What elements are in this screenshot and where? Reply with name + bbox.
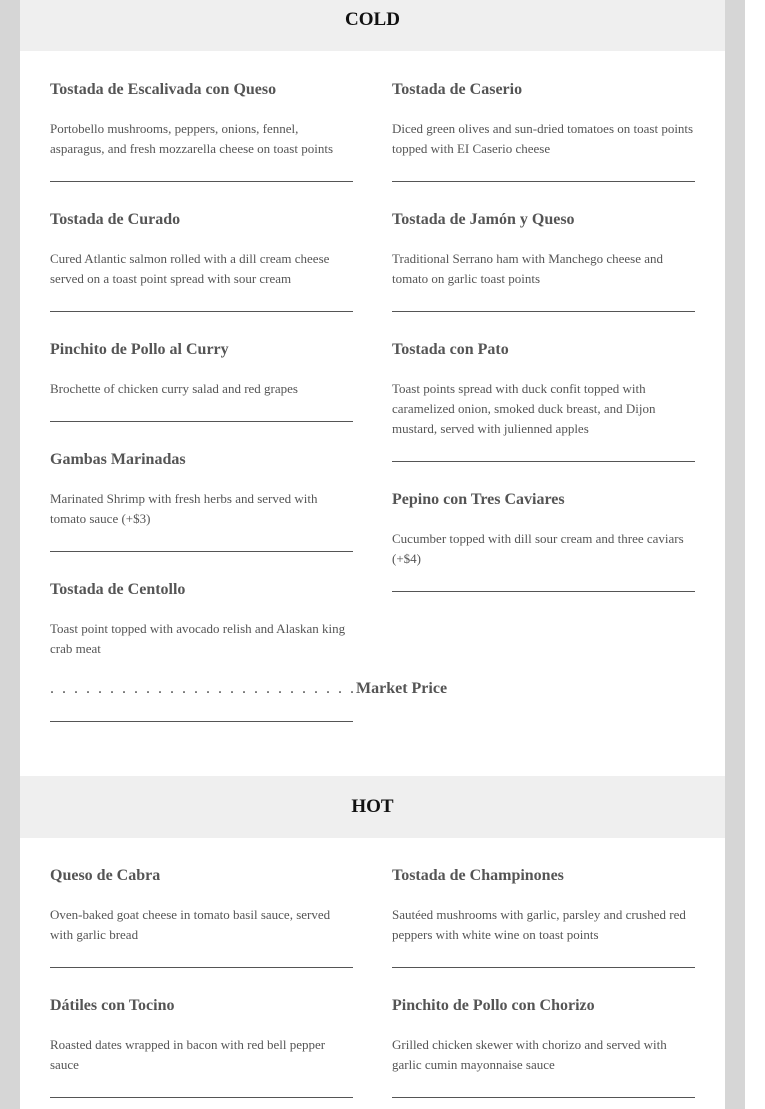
menu-item-description: Cucumber topped with dill sour cream and three caviars (+$4)	[392, 531, 684, 566]
menu-item-description: Roasted dates wrapped in bacon with red bell pepper sauce	[50, 1037, 326, 1072]
page-margin-left	[0, 0, 20, 1109]
section-title-hot: HOT	[351, 796, 394, 817]
hot-right-column	[392, 866, 695, 1098]
menu-item-name: Dátiles con Tocino	[50, 997, 175, 1014]
menu-item	[392, 968, 695, 1098]
menu-item-name: Gambas Marinadas	[50, 451, 186, 468]
menu-item	[392, 182, 695, 312]
section-title-cold: COLD	[345, 9, 400, 30]
price-amount: Market Price	[356, 680, 448, 697]
menu-item-name: Pinchito de Pollo con Chorizo	[392, 997, 595, 1014]
section-header-hot	[20, 776, 725, 838]
menu-item-description: Brochette of chicken curry salad and red grapes	[50, 381, 298, 396]
menu-item-description: Diced green olives and sun-dried tomatoes on toast points topped with EI Caserio cheese	[392, 121, 694, 156]
menu-item	[50, 422, 353, 552]
price-line	[50, 679, 448, 699]
cold-left-column	[50, 80, 448, 722]
menu-item-description: Traditional Serrano ham with Manchego cheese and tomato on garlic toast points	[392, 251, 664, 286]
menu-item-name: Tostada con Pato	[392, 341, 509, 358]
menu-item-name: Tostada de Curado	[50, 211, 181, 228]
section-header-cold	[20, 0, 725, 51]
menu-item-description: Oven-baked goat cheese in tomato basil sauce, served with garlic bread	[50, 907, 331, 942]
hot-left-column	[50, 866, 353, 1098]
menu-item-name: Tostada de Champinones	[392, 867, 564, 884]
menu-item	[392, 312, 695, 462]
menu-item-name: Tostada de Caserio	[392, 81, 523, 98]
menu-item	[50, 552, 448, 722]
menu-item-name: Tostada de Centollo	[50, 581, 186, 598]
menu-item-name: Pinchito de Pollo al Curry	[50, 341, 229, 358]
menu-item	[392, 80, 695, 182]
menu-item-name: Tostada de Jamón y Queso	[392, 211, 575, 228]
menu-item-description: Sautéed mushrooms with garlic, parsley and crushed red peppers with white wine on toast points	[392, 907, 686, 942]
menu-item-name: Queso de Cabra	[50, 867, 161, 884]
menu-item	[392, 462, 695, 592]
menu-item-description: Portobello mushrooms, peppers, onions, fennel, asparagus, and fresh mozzarella cheese on toast points	[50, 121, 334, 156]
page-margin-right	[725, 0, 745, 1109]
price-leader-dots: . . . . . . . . . . . . . . . . . . . . . . . . . .	[50, 680, 356, 697]
menu-item	[50, 312, 353, 422]
menu-item-description: Cured Atlantic salmon rolled with a dill cream cheese served on a toast point spread with sour cream	[50, 251, 330, 286]
menu-item-name: Tostada de Escalivada con Queso	[50, 81, 277, 98]
menu-item-description: Toast points spread with duck confit topped with caramelized onion, smoked duck breast, and Dijon mustard, served with julienned apples	[392, 381, 656, 436]
cold-right-column	[392, 80, 695, 592]
menu-item-description: Toast point topped with avocado relish and Alaskan king crab meat	[50, 621, 346, 656]
menu-item	[50, 866, 353, 968]
menu-item-description: Grilled chicken skewer with chorizo and served with garlic cumin mayonnaise sauce	[392, 1037, 667, 1072]
menu-item-name: Pepino con Tres Caviares	[392, 491, 565, 508]
menu-item	[50, 182, 353, 312]
menu-item	[50, 80, 353, 182]
menu-item-description: Marinated Shrimp with fresh herbs and served with tomato sauce (+$3)	[50, 491, 318, 526]
page-edge	[745, 0, 765, 1109]
menu-item	[392, 866, 695, 968]
menu-item	[50, 968, 353, 1098]
